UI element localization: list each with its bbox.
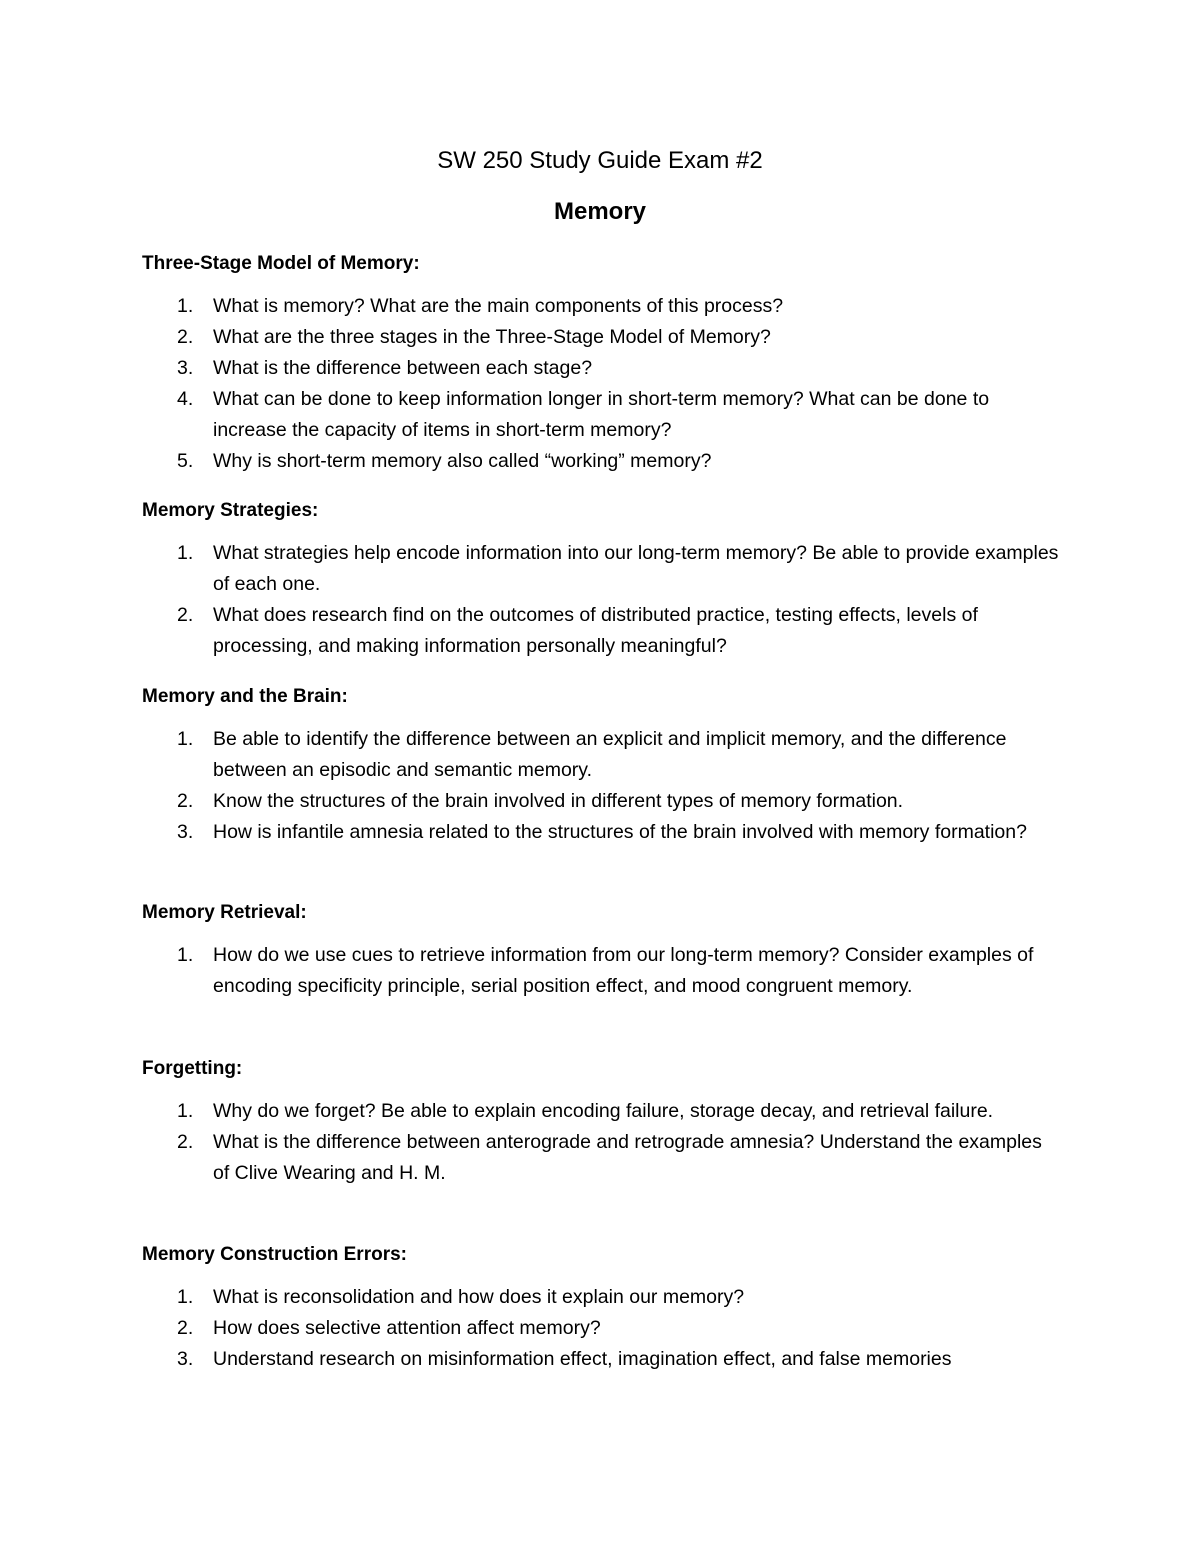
- item-number: 1.: [177, 295, 194, 317]
- item-number: 1.: [177, 728, 194, 750]
- list-item: [142, 940, 1062, 1002]
- item-text: Be able to identify the difference between an explicit and implicit memory, and the difference between an episodic and semantic memory.: [213, 728, 1007, 781]
- item-number: 3.: [177, 1348, 194, 1370]
- item-text: How do we use cues to retrieve information from our long-term memory? Consider examples of encoding specificity principle, serial position effect, and mood congruent memory.: [213, 944, 1034, 997]
- list-item: [142, 384, 1062, 446]
- item-text: What is reconsolidation and how does it explain our memory?: [213, 1286, 745, 1308]
- section-forgetting: [142, 1053, 1062, 1189]
- list-item: [142, 600, 1062, 662]
- item-text: Why is short-term memory also called “working” memory?: [213, 450, 712, 472]
- item-text: Understand research on misinformation effect, imagination effect, and false memories: [213, 1348, 952, 1370]
- item-number: 1.: [177, 944, 194, 966]
- list-item: [142, 1282, 1062, 1313]
- item-text: Why do we forget? Be able to explain encoding failure, storage decay, and retrieval failure.: [213, 1100, 994, 1122]
- section-heading: Memory Construction Errors:: [142, 1244, 407, 1265]
- list-item: [142, 291, 1062, 322]
- item-text: What is the difference between each stage?: [213, 357, 593, 379]
- section-memory-construction-errors: [142, 1239, 1062, 1375]
- question-list: [142, 1096, 1062, 1189]
- list-item: [142, 1344, 1062, 1375]
- question-list: [142, 291, 1062, 477]
- section-heading: Memory Retrieval:: [142, 902, 307, 923]
- list-item: [142, 1313, 1062, 1344]
- section-heading: Memory Strategies:: [142, 500, 319, 521]
- item-text: What is memory? What are the main components of this process?: [213, 295, 784, 317]
- list-item: [142, 446, 1062, 477]
- item-text: What strategies help encode information into our long-term memory? Be able to provide examples of each one.: [213, 542, 1059, 595]
- list-item: [142, 353, 1062, 384]
- document-title: SW 250 Study Guide Exam #2: [437, 147, 763, 174]
- item-number: 3.: [177, 357, 194, 379]
- list-item: [142, 786, 1062, 817]
- section-three-stage-model: [142, 248, 1062, 477]
- list-item: [142, 1127, 1062, 1189]
- item-number: 2.: [177, 604, 194, 626]
- list-item: [142, 724, 1062, 786]
- list-item: [142, 322, 1062, 353]
- item-number: 5.: [177, 450, 194, 472]
- item-number: 2.: [177, 790, 194, 812]
- item-text: How does selective attention affect memory?: [213, 1317, 601, 1339]
- item-text: What can be done to keep information longer in short-term memory? What can be done to increase the capacity of items in short-term memory?: [213, 388, 990, 441]
- question-list: [142, 1282, 1062, 1375]
- section-heading: Forgetting:: [142, 1058, 243, 1079]
- question-list: [142, 940, 1062, 1002]
- item-number: 2.: [177, 1131, 194, 1153]
- item-text: Know the structures of the brain involved in different types of memory formation.: [213, 790, 904, 812]
- list-item: [142, 538, 1062, 600]
- question-list: [142, 538, 1062, 662]
- list-item: [142, 817, 1062, 848]
- item-number: 2.: [177, 326, 194, 348]
- list-item: [142, 1096, 1062, 1127]
- item-number: 4.: [177, 388, 194, 410]
- item-number: 1.: [177, 542, 194, 564]
- item-text: What does research find on the outcomes of distributed practice, testing effects, levels of processing, and making information personally meaningful?: [213, 604, 978, 657]
- document-subtitle: Memory: [553, 198, 647, 225]
- item-number: 1.: [177, 1286, 194, 1308]
- section-memory-and-brain: [142, 681, 1062, 848]
- question-list: [142, 724, 1062, 848]
- item-text: How is infantile amnesia related to the structures of the brain involved with memory formation?: [213, 821, 1027, 843]
- section-heading: Memory and the Brain:: [142, 686, 348, 707]
- item-text: What is the difference between anterograde and retrograde amnesia? Understand the examples of Clive Wearing and H. M.: [213, 1131, 1042, 1184]
- item-number: 2.: [177, 1317, 194, 1339]
- item-number: 3.: [177, 821, 194, 843]
- section-heading: Three-Stage Model of Memory:: [142, 253, 420, 274]
- item-number: 1.: [177, 1100, 194, 1122]
- section-memory-retrieval: [142, 897, 1062, 1002]
- section-memory-strategies: [142, 495, 1062, 662]
- item-text: What are the three stages in the Three-Stage Model of Memory?: [213, 326, 771, 348]
